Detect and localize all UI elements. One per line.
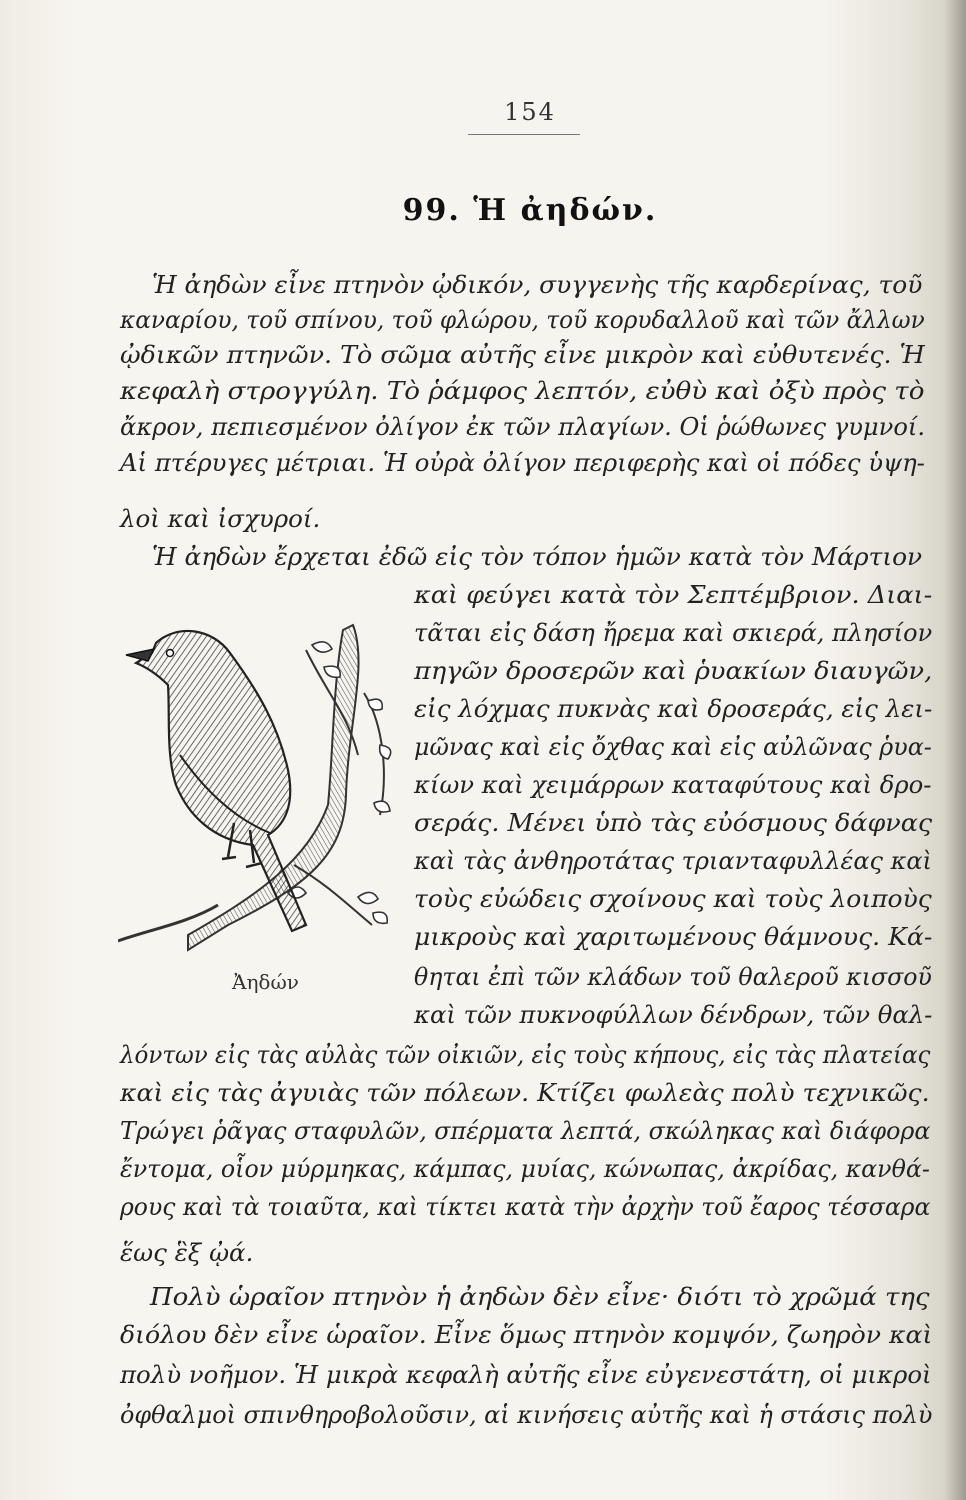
section-title: 99. Ἡ ἀηδών. xyxy=(402,193,658,228)
body-line: καὶ φεύγει κατὰ τὸν Σεπτέμβριον. Διαι- xyxy=(414,580,933,609)
body-line: ἄκρον, πεπιεσμένον ὀλίγον ἐκ τῶν πλαγίων. Οἱ ῥώθωνες γυμνοί. xyxy=(120,412,926,441)
body-line: κεφαλὴ στρογγύλη. Τὸ ῥάμφος λεπτόν, εὐθὺ καὶ ὀξὺ πρὸς τὸ xyxy=(120,376,925,405)
body-line: τοὺς εὐώδεις σχοίνους καὶ τοὺς λοιποὺς xyxy=(414,884,932,913)
body-line: μικροὺς καὶ χαριτωμένους θάμνους. Κά- xyxy=(414,922,933,951)
body-line: Πολὺ ὡραῖον πτηνὸν ἡ ἀηδὼν δὲν εἶνε· διότι τὸ χρῶμά της xyxy=(150,1282,930,1311)
body-line: Αἱ πτέρυγες μέτριαι. Ἡ οὐρὰ ὀλίγον περιφερὴς καὶ οἱ πόδες ὑψη- xyxy=(120,448,925,477)
body-line: μῶνας καὶ εἰς ὄχθας καὶ εἰς αὐλῶνας ῥυα- xyxy=(414,732,932,761)
body-line: κίων καὶ χειμάρρων καταφύτους καὶ δρο- xyxy=(414,770,932,799)
body-line: ἔντομα, οἷον μύρμηκας, κάμπας, μυίας, κώνωπας, ἀκρίδας, κανθά- xyxy=(120,1154,930,1183)
body-line: πολὺ νοῆμον. Ἡ μικρὰ κεφαλὴ αὐτῆς εἶνε εὐγενεστάτη, οἱ μικροὶ xyxy=(120,1360,932,1389)
body-line: καναρίου, τοῦ σπίνου, τοῦ φλώρου, τοῦ κορυδαλλοῦ καὶ τῶν ἄλλων xyxy=(120,305,925,334)
body-line: καὶ τὰς ἀνθηροτάτας τριανταφυλλέας καὶ xyxy=(414,846,932,875)
body-line: εἰς λόχμας πυκνὰς καὶ δροσεράς, εἰς λει- xyxy=(414,694,933,723)
body-line: πηγῶν δροσερῶν καὶ ῥυακίων διαυγῶν, xyxy=(414,656,933,685)
body-line: ρους καὶ τὰ τοιαῦτα, καὶ τίκτει κατὰ τὴν ἀρχὴν τοῦ ἔαρος τέσσαρα xyxy=(120,1192,931,1221)
body-line: Τρώγει ῥᾶγας σταφυλῶν, σπέρματα λεπτά, σκώληκας καὶ διάφορα xyxy=(120,1116,931,1145)
body-line: ὀφθαλμοὶ σπινθηροβολοῦσιν, αἱ κινήσεις αὐτῆς καὶ ἡ στάσις πολὺ xyxy=(120,1400,933,1429)
body-line: διόλου δὲν εἶνε ὡραῖον. Εἶνε ὅμως πτηνὸν κομψόν, ζωηρὸν καὶ xyxy=(120,1320,933,1349)
page-edge-shadow xyxy=(944,0,966,1500)
body-line: τᾶται εἰς δάση ἤρεμα καὶ σκιερά, πλησίον xyxy=(414,618,933,647)
header-rule xyxy=(468,134,580,135)
body-line: ᾠδικῶν πτηνῶν. Τὸ σῶμα αὐτῆς εἶνε μικρὸν καὶ εὐθυτενές. Ἡ xyxy=(120,340,925,369)
page-number: 154 xyxy=(504,98,556,126)
body-line: Ἡ ἀηδὼν εἶνε πτηνὸν ᾠδικόν, συγγενὴς τῆς καρδερίνας, τοῦ xyxy=(152,270,923,299)
body-line: σεράς. Μένει ὑπὸ τὰς εὐόσμους δάφνας xyxy=(414,808,933,837)
nightingale-illustration xyxy=(118,605,406,965)
body-line: ἕως ἓξ ᾠά. xyxy=(120,1238,254,1267)
body-line: θηται ἐπὶ τῶν κλάδων τοῦ θαλεροῦ κισσοῦ xyxy=(414,962,932,991)
body-line: καὶ τῶν πυκνοφύλλων δένδρων, τῶν θαλ- xyxy=(414,1000,933,1029)
body-line: καὶ εἰς τὰς ἀγυιὰς τῶν πόλεων. Κτίζει φωλεὰς πολὺ τεχνικῶς. xyxy=(120,1078,930,1107)
body-line: λοὶ καὶ ἰσχυροί. xyxy=(120,504,321,533)
body-line: Ἡ ἀηδὼν ἔρχεται ἐδῶ εἰς τὸν τόπον ἡμῶν κατὰ τὸν Μάρτιον xyxy=(152,542,923,571)
figure-caption: Ἀηδών xyxy=(232,970,299,994)
body-line: λόντων εἰς τὰς αὐλὰς τῶν οἰκιῶν, εἰς τοὺς κήπους, εἰς τὰς πλατείας xyxy=(120,1040,931,1069)
